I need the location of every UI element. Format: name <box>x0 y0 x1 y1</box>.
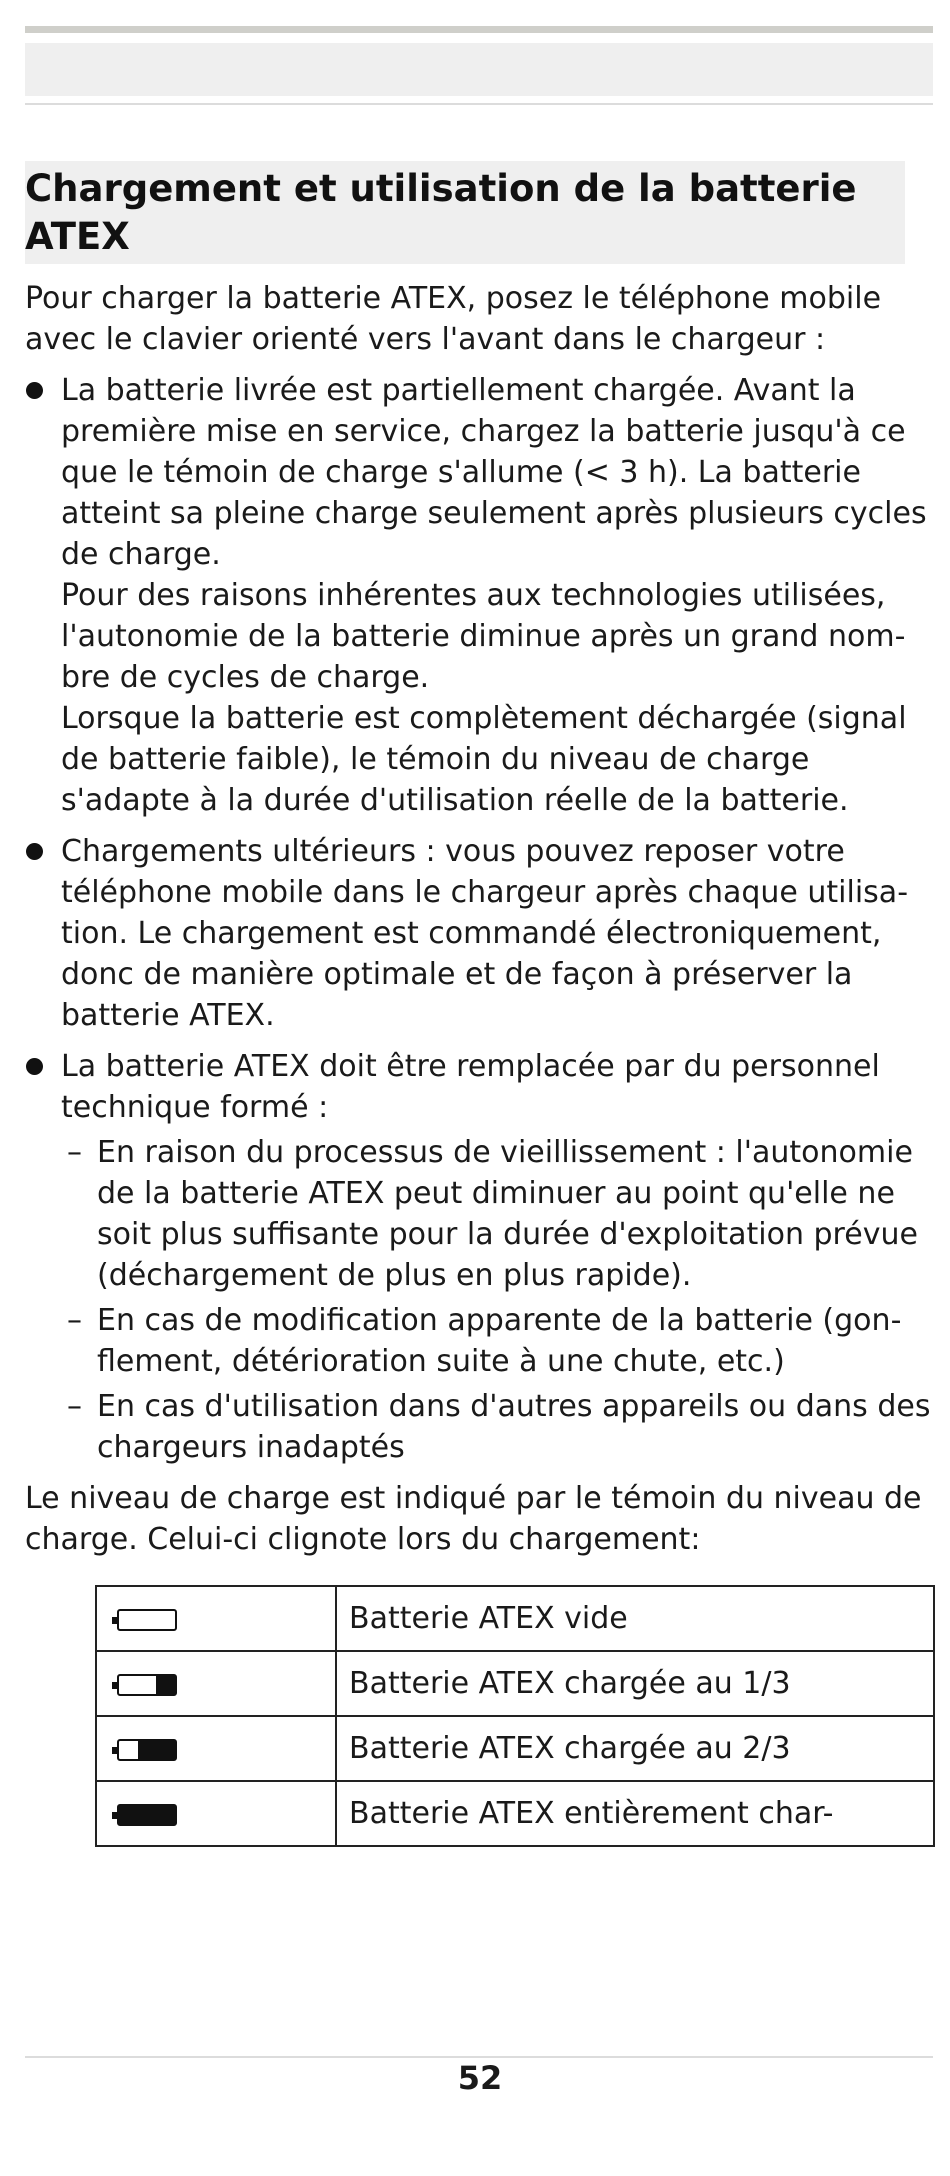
icon-cell <box>96 1586 336 1651</box>
table-row <box>96 1586 934 1651</box>
battery-tip <box>112 1747 117 1754</box>
header-band <box>25 43 933 96</box>
icon-cell <box>96 1716 336 1781</box>
battery-one-third-icon <box>117 1674 177 1696</box>
page-number: 52 <box>457 2059 503 2097</box>
table-row <box>96 1716 934 1781</box>
header-top-rule <box>25 26 933 33</box>
charge-level-table <box>95 1585 935 1847</box>
sub-list-text: En cas de modification apparente de la batterie (gonflement, détérioration suite à une chute, etc.) <box>97 1303 902 1379</box>
sub-list-item <box>61 1132 940 1296</box>
bullet-dot-icon <box>26 382 43 399</box>
battery-tip <box>112 1682 117 1689</box>
dash-icon: – <box>67 1135 82 1170</box>
bullet-item <box>25 1046 940 1468</box>
charge-label: Batterie ATEX chargée au 2/3 <box>336 1716 934 1781</box>
dash-icon: – <box>67 1303 82 1338</box>
section-heading: Chargement et utilisation de la batterie ATEX <box>25 161 905 264</box>
dash-icon: – <box>67 1389 82 1424</box>
bullet-paragraph: Pour des raisons inhérentes aux technologies utilisées, l'autonomie de la batterie diminue après un grand nombre de cycles de charge. <box>61 578 906 695</box>
header-divider <box>25 103 933 105</box>
battery-fill <box>156 1676 175 1694</box>
outro-paragraph: Le niveau de charge est indiqué par le témoin du niveau de charge. Celui-ci clignote lors du chargement: <box>25 1481 922 1557</box>
bullet-dot-icon <box>26 843 43 860</box>
sub-list-item <box>61 1300 940 1382</box>
bullet-paragraph: La batterie livrée est partiellement chargée. Avant la première mise en service, chargez la batterie jusqu'à ce que le témoin de charge s'allume (< 3 h). La batterie atteint sa pleine charge seulement après plusieurs cycles de charge. <box>61 373 927 572</box>
icon-cell <box>96 1651 336 1716</box>
table-row <box>96 1651 934 1716</box>
charge-label: Batterie ATEX vide <box>336 1586 934 1651</box>
battery-empty-icon <box>117 1609 177 1631</box>
bullet-dot-icon <box>26 1058 43 1075</box>
bullet-paragraph: La batterie ATEX doit être remplacée par du personnel technique formé : <box>61 1049 880 1125</box>
battery-tip <box>112 1812 117 1819</box>
charge-label: Batterie ATEX entièrement char- <box>336 1781 934 1846</box>
body-content <box>25 278 940 1560</box>
icon-cell <box>96 1781 336 1846</box>
table-row <box>96 1781 934 1846</box>
battery-full-icon <box>117 1804 177 1826</box>
bullet-paragraph: Lorsque la batterie est complètement déchargée (signal de batterie faible), le témoin du niveau de charge s'adapte à la durée d'utilisation réelle de la batterie. <box>61 701 907 818</box>
battery-fill <box>138 1741 175 1759</box>
battery-fill <box>119 1806 175 1824</box>
bullet-paragraph: Chargements ultérieurs : vous pouvez reposer votre téléphone mobile dans le chargeur après chaque utilisation. Le chargement est commandé électroniquement, donc de manière optimale et de façon à préserver la batterie ATEX. <box>61 834 909 1033</box>
bullet-item <box>25 370 940 821</box>
sub-list-text: En raison du processus de vieillissement : l'autonomie de la batterie ATEX peut diminuer au point qu'elle ne soit plus suffisante pour la durée d'exploitation prévue (déchargement de plus en plus rapide). <box>97 1135 918 1293</box>
charge-label: Batterie ATEX chargée au 1/3 <box>336 1651 934 1716</box>
intro-paragraph: Pour charger la batterie ATEX, posez le téléphone mobile avec le clavier orienté vers l'avant dans le chargeur : <box>25 281 882 357</box>
sub-list-item <box>61 1386 940 1468</box>
battery-two-thirds-icon <box>117 1739 177 1761</box>
bullet-item <box>25 831 940 1036</box>
battery-tip <box>112 1617 117 1624</box>
sub-list-text: En cas d'utilisation dans d'autres appareils ou dans des chargeurs inadaptés <box>97 1389 931 1465</box>
